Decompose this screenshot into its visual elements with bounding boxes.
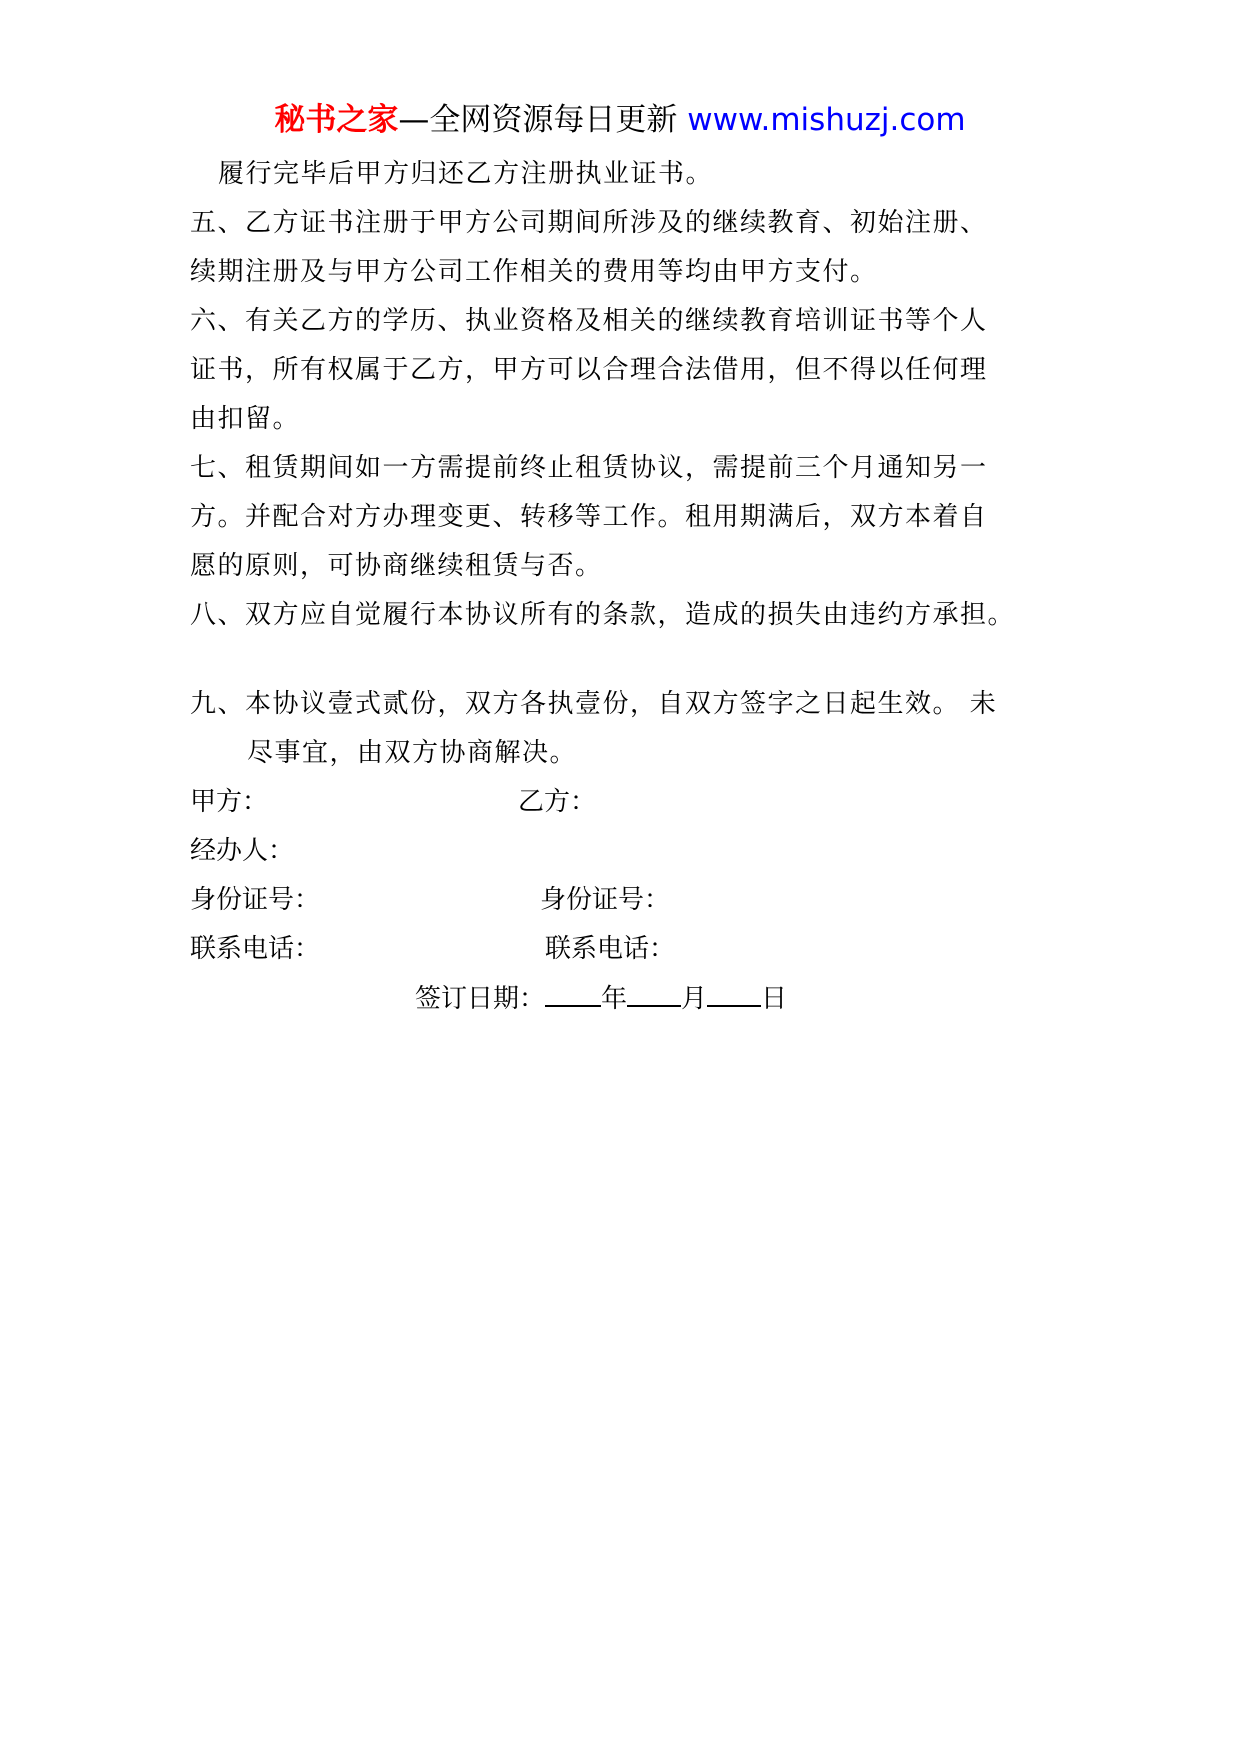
party-a-label: 甲方： xyxy=(190,787,269,817)
month-blank[interactable] xyxy=(627,985,681,1007)
clause-line: 愿的原则，可协商继续租赁与否。 xyxy=(190,551,603,581)
document-body xyxy=(190,150,1090,1024)
year-blank[interactable] xyxy=(545,985,601,1007)
year-label: 年 xyxy=(601,984,628,1014)
clause-9-line-1: 九、本协议壹式贰份，双方各执壹份，自双方签字之日起生效。 未 xyxy=(190,689,998,719)
id-row xyxy=(190,876,1090,925)
clause-line: 七、租赁期间如一方需提前终止租赁协议，需提前三个月通知另一 xyxy=(190,453,988,483)
clause-line: 由扣留。 xyxy=(190,404,301,434)
clause-line: 履行完毕后甲方归还乙方注册执业证书。 xyxy=(218,159,714,189)
clause-9-line-2: 尽事宜，由双方协商解决。 xyxy=(247,738,578,768)
phone-row xyxy=(190,925,1090,974)
site-header xyxy=(0,98,1240,142)
clause-line: 方。并配合对方办理变更、转移等工作。租用期满后，双方本着自 xyxy=(190,502,988,532)
site-url-link[interactable]: www.mishuzj.com xyxy=(687,102,966,138)
clause-line: 六、有关乙方的学历、执业资格及相关的继续教育培训证书等个人 xyxy=(190,306,988,336)
phone-a-label: 联系电话： xyxy=(190,934,321,964)
id-b-label: 身份证号： xyxy=(540,885,671,915)
clause-line: 续期注册及与甲方公司工作相关的费用等均由甲方支付。 xyxy=(190,257,878,287)
signing-date xyxy=(190,974,1090,1024)
day-label: 日 xyxy=(761,984,788,1014)
site-slogan: —全网资源每日更新 xyxy=(398,102,678,138)
paragraph-gap xyxy=(190,640,1090,680)
party-b-label: 乙方： xyxy=(518,787,597,817)
clause-line: 证书，所有权属于乙方，甲方可以合理合法借用，但不得以任何理 xyxy=(190,355,988,385)
clause-line: 八、双方应自觉履行本协议所有的条款，造成的损失由违约方承担。 xyxy=(190,600,1016,630)
party-row xyxy=(190,778,1090,827)
id-a-label: 身份证号： xyxy=(190,885,321,915)
phone-b-label: 联系电话： xyxy=(545,934,676,964)
month-label: 月 xyxy=(681,984,708,1014)
site-brand: 秘书之家 xyxy=(274,102,399,138)
handler-row xyxy=(190,827,1090,876)
day-blank[interactable] xyxy=(707,985,761,1007)
handler-label: 经办人： xyxy=(190,836,295,866)
clause-line: 五、乙方证书注册于甲方公司期间所涉及的继续教育、初始注册、 xyxy=(190,208,988,238)
date-label: 签订日期： xyxy=(415,984,546,1014)
